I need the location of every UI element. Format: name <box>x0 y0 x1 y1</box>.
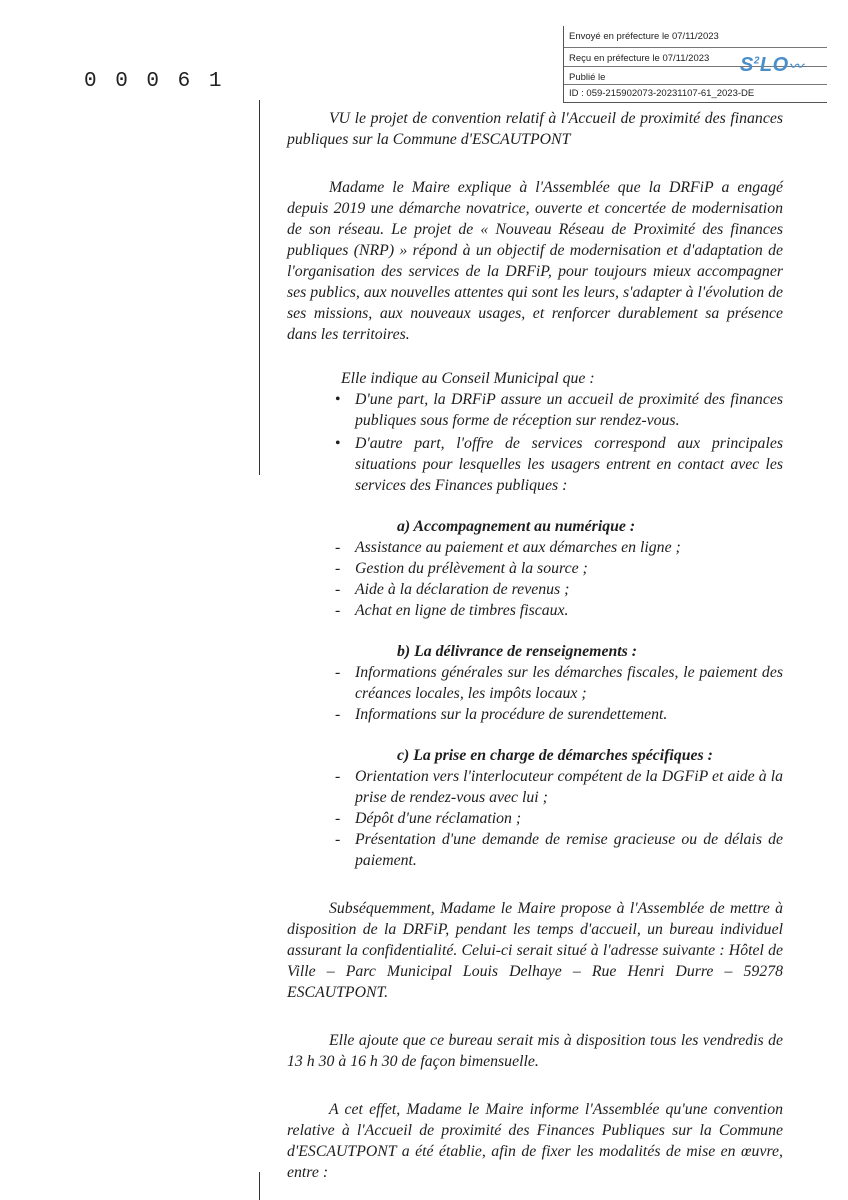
section-b-list <box>287 662 783 725</box>
dash-marker: - <box>335 560 341 577</box>
s2lo-logo: $S^2LO$〰 <box>740 54 804 76</box>
list-item <box>335 766 783 808</box>
margin-line <box>259 100 260 475</box>
paragraph-explique: Madame le Maire explique à l'Assemblée que la DRFiP a engagé depuis 2019 une démarche novatrice, ouverte et concertée de modernisation de son réseau. Le projet de « Nouveau Réseau de Proximité des finances publiques (NRP) » répond à un objectif de modernisation et d'adaptation de l'organisation des services de la DRFiP, pour toujours mieux accompagner ses publics, aux nouvelles attentes qui sont les leurs, s'adapter à l'évolution de ses missions, aux nouveaux usages, et renforcer durablement sa présence dans les territoires. <box>287 179 783 343</box>
item-text: Aide à la déclaration de revenus ; <box>355 581 570 598</box>
dash-marker: - <box>335 581 341 598</box>
document-body <box>287 108 783 1183</box>
page-number: 0 0 0 6 1 <box>84 70 225 93</box>
stamp-publie: Publié le <box>569 72 606 83</box>
list-item <box>335 704 783 725</box>
paragraph-subsequemment: Subséquemment, Madame le Maire propose à l'Assemblée de mettre à disposition de la DRFiP, pendant les temps d'accueil, un bureau individuel assurant la confidentialité. Celui-ci serait situé à l'adresse suivante : Hôtel de Ville – Parc Municipal Louis Delhaye – Rue Henri Durre – 59278 ESCAUTPONT. <box>287 900 783 1001</box>
dash-marker: - <box>335 831 341 848</box>
bullet-marker: • <box>335 435 341 452</box>
bullet-marker: • <box>335 391 341 408</box>
list-item <box>335 558 783 579</box>
stamp-id: ID : 059-215902073-20231107-61_2023-DE <box>569 88 755 99</box>
section-c-title: c) La prise en charge de démarches spécifiques : <box>397 747 713 764</box>
dash-marker: - <box>335 810 341 827</box>
dash-marker: - <box>335 602 341 619</box>
prefecture-stamp <box>563 26 827 103</box>
paragraph-ajoute: Elle ajoute que ce bureau serait mis à disposition tous les vendredis de 13 h 30 à 16 h 30 de façon bimensuelle. <box>287 1032 783 1070</box>
dash-marker: - <box>335 539 341 556</box>
item-text: Gestion du prélèvement à la source ; <box>355 560 588 577</box>
margin-line <box>259 1172 260 1200</box>
dash-marker: - <box>335 768 341 785</box>
dash-marker: - <box>335 664 341 681</box>
dash-marker: - <box>335 706 341 723</box>
item-text: Achat en ligne de timbres fiscaux. <box>355 602 569 619</box>
bullet-text: D'autre part, l'offre de services correspond aux principales situations pour lesquelles les usagers entrent en contact avec les services des Finances publiques : <box>355 435 783 494</box>
stamp-divider <box>564 47 827 48</box>
list-item <box>335 537 783 558</box>
list-item <box>335 600 783 621</box>
section-a-title: a) Accompagnement au numérique : <box>397 518 636 535</box>
section-b-title: b) La délivrance de renseignements : <box>397 643 637 660</box>
bullet-list <box>287 389 783 496</box>
stamp-divider <box>564 84 827 85</box>
paragraph-vu: VU le projet de convention relatif à l'Accueil de proximité des finances publiques sur la Commune d'ESCAUTPONT <box>287 110 783 148</box>
item-text: Orientation vers l'interlocuteur compétent de la DGFiP et aide à la prise de rendez-vous avec lui ; <box>355 768 783 806</box>
list-item <box>335 808 783 829</box>
list-item <box>335 579 783 600</box>
item-text: Informations générales sur les démarches fiscales, le paiement des créances locales, les impôts locaux ; <box>355 664 783 702</box>
stamp-recu: Reçu en préfecture le 07/11/2023 <box>569 53 710 64</box>
stamp-envoye: Envoyé en préfecture le 07/11/2023 <box>569 31 719 42</box>
section-a-list <box>287 537 783 621</box>
item-text: Informations sur la procédure de surendettement. <box>355 706 668 723</box>
section-c-list <box>287 766 783 871</box>
paragraph-effet: A cet effet, Madame le Maire informe l'Assemblée qu'une convention relative à l'Accueil de proximité des Finances Publiques sur la Commune d'ESCAUTPONT a été établie, afin de fixer les modalités de mise en œuvre, entre : <box>287 1101 783 1181</box>
list-item <box>335 433 783 496</box>
bullet-text: D'une part, la DRFiP assure un accueil de proximité des finances publiques sous forme de réception sur rendez-vous. <box>355 391 783 429</box>
item-text: Présentation d'une demande de remise gracieuse ou de délais de paiement. <box>355 831 783 869</box>
paragraph-indique: Elle indique au Conseil Municipal que : <box>341 370 595 387</box>
item-text: Dépôt d'une réclamation ; <box>355 810 522 827</box>
list-item <box>335 389 783 431</box>
list-item <box>335 829 783 871</box>
item-text: Assistance au paiement et aux démarches en ligne ; <box>355 539 681 556</box>
list-item <box>335 662 783 704</box>
